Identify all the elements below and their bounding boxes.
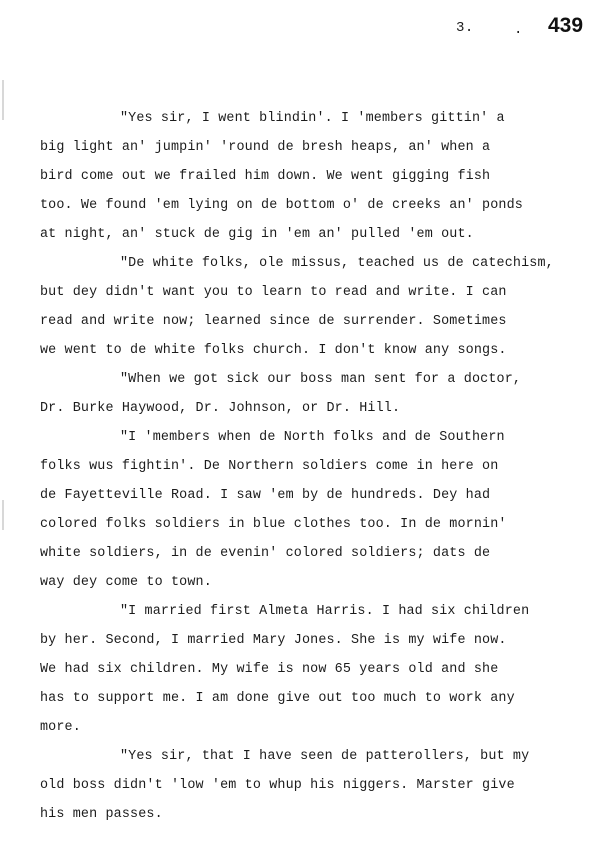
text-line: colored folks soldiers in blue clothes too. In de mornin': [40, 517, 507, 532]
text-line: We had six children. My wife is now 65 years old and she: [40, 662, 499, 677]
text-line: his men passes.: [40, 807, 163, 822]
text-line: way dey come to town.: [40, 575, 212, 590]
archive-stamp-number: 439: [548, 14, 584, 37]
text-line: bird come out we frailed him down. We went gigging fish: [40, 169, 491, 184]
text-line: old boss didn't 'low 'em to whup his niggers. Marster give: [40, 778, 515, 793]
scan-edge-mark: [2, 500, 4, 530]
text-line: white soldiers, in de evenin' colored soldiers; dats de: [40, 546, 491, 561]
text-line: "De white folks, ole missus, teached us de catechism,: [120, 256, 554, 271]
text-line: "I married first Almeta Harris. I had six children: [120, 604, 530, 619]
text-line: read and write now; learned since de surrender. Sometimes: [40, 314, 507, 329]
text-line: de Fayetteville Road. I saw 'em by de hundreds. Dey had: [40, 488, 491, 503]
text-line: folks wus fightin'. De Northern soldiers come in here on: [40, 459, 499, 474]
text-line: has to support me. I am done give out too much to work any: [40, 691, 515, 706]
text-line: by her. Second, I married Mary Jones. She is my wife now.: [40, 633, 507, 648]
dot-mark: .: [514, 22, 523, 38]
page-number: 3.: [456, 20, 474, 36]
scan-edge-mark: [2, 80, 4, 120]
transcript-body: [40, 104, 590, 829]
text-line: big light an' jumpin' 'round de bresh heaps, an' when a: [40, 140, 491, 155]
text-line: "I 'members when de North folks and de Southern: [120, 430, 505, 445]
text-line: but dey didn't want you to learn to read and write. I can: [40, 285, 507, 300]
text-line: "When we got sick our boss man sent for a doctor,: [120, 372, 522, 387]
text-line: too. We found 'em lying on de bottom o' de creeks an' ponds: [40, 198, 523, 213]
text-line: Dr. Burke Haywood, Dr. Johnson, or Dr. Hill.: [40, 401, 401, 416]
text-line: at night, an' stuck de gig in 'em an' pulled 'em out.: [40, 227, 474, 242]
text-line: more.: [40, 720, 81, 735]
text-line: "Yes sir, that I have seen de patterollers, but my: [120, 749, 530, 764]
text-line: we went to de white folks church. I don't know any songs.: [40, 343, 507, 358]
text-line: "Yes sir, I went blindin'. I 'members gittin' a: [120, 111, 505, 126]
